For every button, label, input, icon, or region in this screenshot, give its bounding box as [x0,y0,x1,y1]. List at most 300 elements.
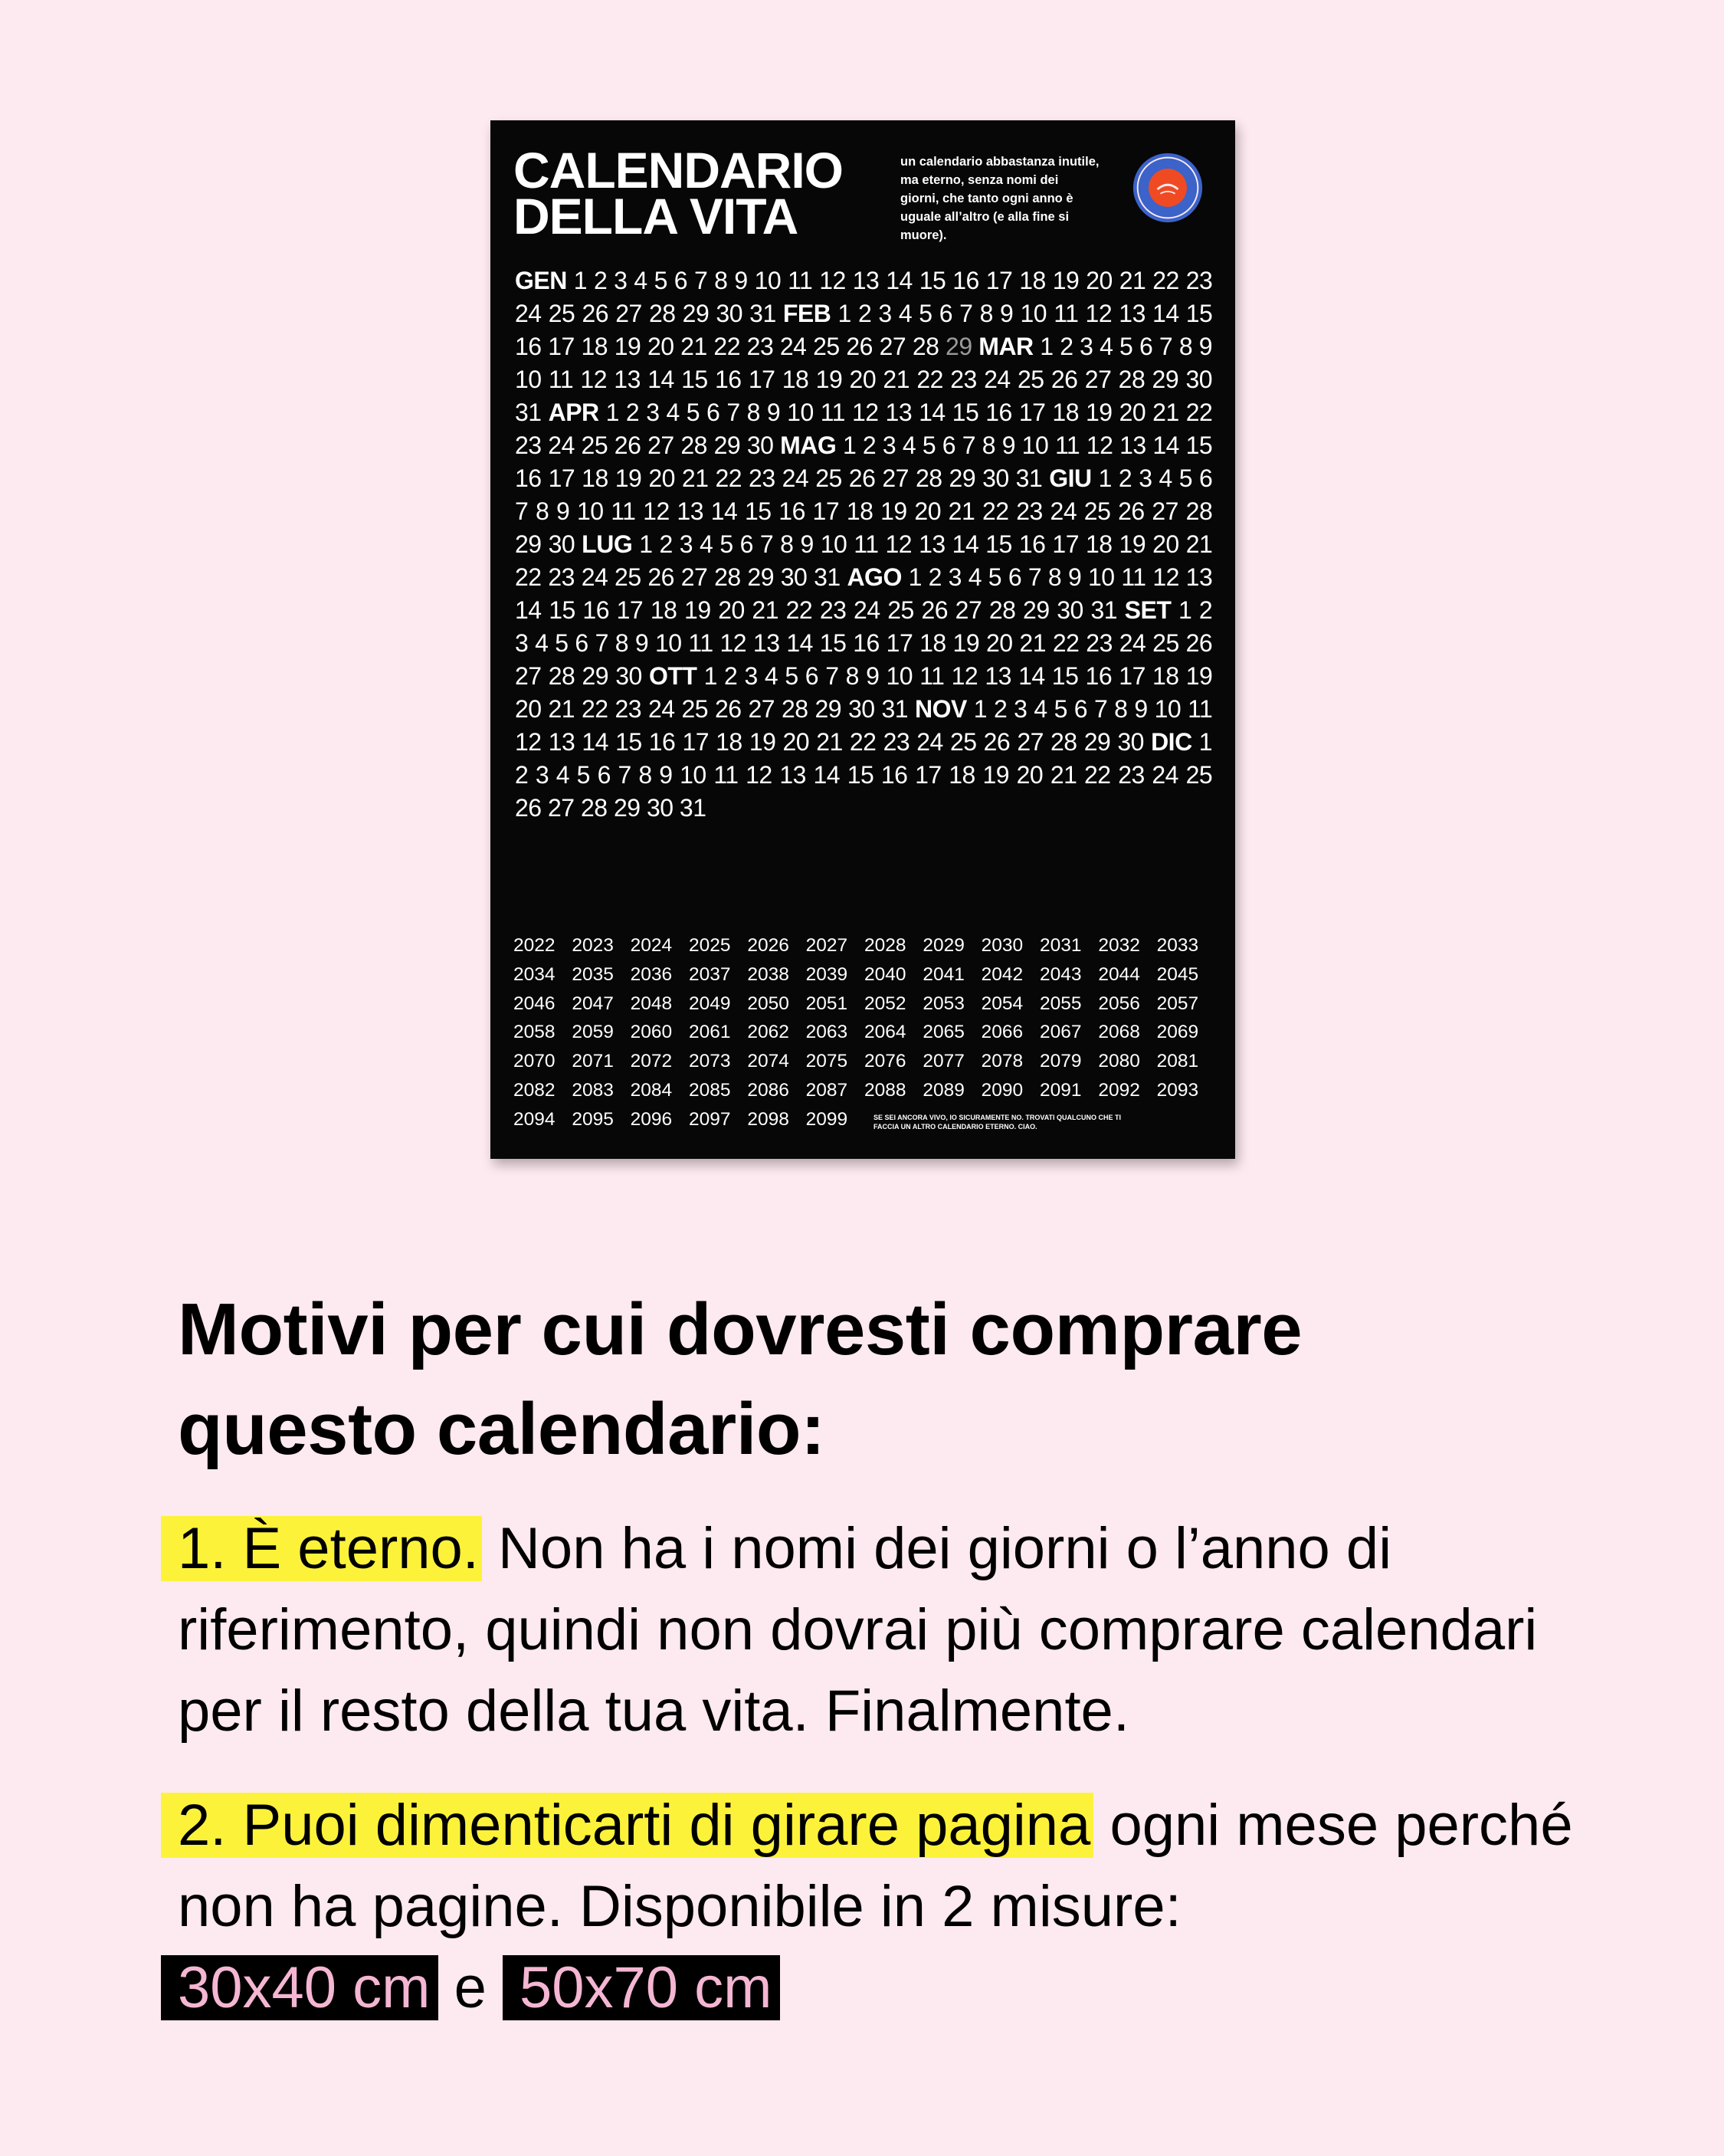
day-number: 16 [1018,530,1046,558]
day-number: 4 [1159,464,1172,492]
day-number: 17 [812,497,840,525]
year-cell: 2072 [630,1051,673,1072]
day-number: 20 [849,366,877,393]
day-number: 21 [1119,267,1146,294]
day-number: 8 [638,761,652,789]
day-number: 2 [1118,464,1132,492]
year-cell: 2069 [1156,1022,1199,1043]
day-number: 2 [593,267,608,294]
day-number: 5 [785,662,798,690]
day-number: 19 [880,497,907,525]
day-number: 22 [1152,267,1179,294]
day-number: 12 [580,366,607,393]
headline-line2: questo calendario: [178,1388,825,1470]
month-label: APR [548,399,599,426]
day-number: 13 [1119,432,1146,459]
day-number: 7 [959,300,973,327]
year-cell: 2075 [805,1051,848,1072]
day-number: 1 [639,530,653,558]
day-number: 20 [648,464,675,492]
day-number: 29 [949,464,976,492]
day-number: 1 [1098,464,1112,492]
poster-title-line1: CALENDARIO [513,142,843,199]
day-number: 14 [647,366,674,393]
day-number: 1 [1198,728,1213,756]
day-number: 3 [646,399,660,426]
day-number: 29 [682,300,710,327]
day-number: 25 [1152,629,1179,657]
day-number: 18 [716,728,742,756]
day-number: 22 [849,728,877,756]
reason-2-text: ogni mese perché non ha pagine. Disponibile in 2 misure: [178,1793,1573,1939]
day-number: 1 [703,662,717,690]
year-cell: 2051 [805,993,848,1014]
year-cell: 2067 [1040,1022,1082,1043]
year-cell: 2095 [572,1108,614,1130]
day-number: 10 [654,629,682,657]
day-number: 19 [684,596,711,624]
month-label: OTT [648,662,697,690]
day-number: 21 [816,728,843,756]
day-number: 5 [922,432,936,459]
day-number: 2 [993,695,1008,723]
day-number: 7 [515,497,529,525]
month-label: GIU [1049,464,1092,492]
day-number: 31 [881,695,909,723]
year-cell: 2037 [689,963,731,985]
day-number: 29 [1152,366,1179,393]
day-number: 30 [746,432,774,459]
day-number: 7 [759,530,774,558]
day-number: 3 [1139,464,1152,492]
year-cell: 2090 [981,1079,1024,1101]
day-number: 15 [1185,432,1213,459]
day-number: 10 [1154,695,1182,723]
reason-2-highlight: 2. Puoi dimenticarti di girare pagina [161,1793,1093,1858]
day-number: 13 [1185,563,1213,591]
day-number: 4 [666,399,680,426]
day-number: 28 [782,695,808,723]
day-number: 10 [820,530,847,558]
sticker-badge-icon [1131,151,1205,225]
day-number: 31 [679,794,706,822]
day-number: 6 [942,432,956,459]
day-number: 4 [535,629,549,657]
day-number: 18 [581,333,608,360]
day-number: 12 [515,728,542,756]
year-cell: 2064 [864,1022,906,1043]
day-number: 23 [515,432,542,459]
year-cell: 2094 [513,1108,556,1130]
day-number: 26 [647,563,674,591]
day-number: 5 [1054,695,1067,723]
day-number: 27 [1017,728,1044,756]
year-cell: 2091 [1040,1079,1082,1101]
day-number: 20 [718,596,745,624]
day-number: 12 [851,399,879,426]
day-number: 23 [883,728,910,756]
day-number: 8 [1114,695,1128,723]
day-number: 14 [1152,300,1179,327]
day-number: 19 [815,366,843,393]
day-number: 7 [618,761,631,789]
year-cell: 2056 [1098,993,1140,1014]
day-number: 5 [576,761,590,789]
year-cell: 2078 [981,1051,1024,1072]
year-cell: 2076 [864,1051,906,1072]
year-cell: 2023 [572,935,614,956]
day-number: 8 [746,399,760,426]
day-number: 24 [1119,629,1146,657]
day-number: 8 [615,629,628,657]
day-number: 10 [515,366,542,393]
day-number: 18 [919,629,946,657]
day-number: 8 [979,300,993,327]
day-number: 16 [778,497,805,525]
day-number: 11 [788,267,813,294]
day-number: 20 [647,333,674,360]
day-number: 14 [919,399,946,426]
day-number: 7 [1159,333,1173,360]
day-number: 21 [1185,530,1213,558]
day-number: 9 [1001,432,1015,459]
day-number: 24 [648,695,675,723]
calendar-days [515,264,1212,825]
day-number: 27 [680,563,708,591]
day-number: 15 [819,629,847,657]
month-label: FEB [782,300,831,327]
day-number: 7 [962,432,976,459]
day-number: 31 [749,300,776,327]
day-number: 2 [1060,333,1073,360]
day-number: 3 [744,662,758,690]
day-number: 11 [1188,695,1213,723]
day-number: 11 [919,662,945,690]
day-number: 14 [582,728,608,756]
day-number: 19 [615,464,642,492]
day-number: 30 [982,464,1009,492]
day-number: 10 [886,662,913,690]
year-cell: 2025 [689,935,731,956]
day-number: 23 [548,563,575,591]
headline-line1: Motivi per cui dovresti comprare [178,1288,1303,1370]
day-number: 21 [680,333,707,360]
day-number: 12 [1085,300,1113,327]
day-number: 4 [1034,695,1047,723]
day-number: 14 [515,596,542,624]
day-number: 25 [581,432,608,459]
day-number: 16 [515,333,542,360]
day-number: 5 [1119,333,1133,360]
year-cell: 2040 [864,963,906,985]
day-number: 13 [752,629,780,657]
day-number: 26 [582,300,609,327]
day-number: 6 [575,629,588,657]
day-number: 8 [535,497,549,525]
day-number: 26 [614,432,641,459]
day-number: 11 [1054,432,1080,459]
day-number: 1 [605,399,619,426]
day-number: 13 [614,366,641,393]
day-number: 13 [852,267,880,294]
day-number: 2 [724,662,738,690]
size-option-small: 30x40 cm [161,1955,438,2020]
day-number: 15 [985,530,1012,558]
day-number: 4 [556,761,570,789]
day-number: 6 [674,267,688,294]
year-cell: 2048 [630,993,673,1014]
calendar-poster [490,120,1235,1159]
day-number: 19 [1119,530,1146,558]
day-number: 19 [749,728,776,756]
day-number: 24 [854,596,880,624]
day-number: 17 [1119,662,1146,690]
day-number: 29 [1083,728,1111,756]
day-number: 16 [648,728,676,756]
day-number: 17 [548,333,575,360]
day-number: 28 [680,432,707,459]
year-cell: 2073 [689,1051,731,1072]
year-cell: 2061 [689,1022,731,1043]
day-number: 13 [919,530,946,558]
day-number: 21 [948,497,975,525]
day-number: 11 [548,366,574,393]
reason-2 [178,1785,1634,2029]
day-number: 3 [515,629,529,657]
day-number: 14 [786,629,813,657]
day-number: 8 [982,432,996,459]
day-number: 7 [1028,563,1042,591]
day-number: 9 [634,629,649,657]
day-number: 13 [677,497,704,525]
year-cell: 2035 [572,963,614,985]
month-label: LUG [582,530,633,558]
day-number: 8 [1047,563,1062,591]
month-label: MAR [978,333,1034,360]
day-number: 31 [515,399,542,426]
day-number: 11 [611,497,636,525]
day-number: 27 [615,300,642,327]
poster-title-line2: DELLA VITA [513,188,798,244]
day-number: 19 [1085,399,1113,426]
day-number: 9 [866,662,880,690]
day-number: 29 [515,530,542,558]
reason-1-text: Non ha i nomi dei giorni o l’anno di riferimento, quindi non dovrai più comprare calendari per il resto della tua vita. Finalmente. [178,1516,1538,1744]
day-number: 27 [1152,497,1178,525]
day-number: 15 [952,399,979,426]
year-cell: 2087 [805,1079,848,1101]
day-number: 17 [616,596,644,624]
day-number: 25 [1017,366,1044,393]
day-number: 23 [950,366,977,393]
day-number: 21 [883,366,910,393]
day-number: 30 [1057,596,1083,624]
day-number: 27 [882,464,909,492]
year-cell: 2070 [513,1051,556,1072]
day-number: 22 [713,333,740,360]
day-number: 26 [921,596,949,624]
day-number: 10 [1020,300,1047,327]
day-number: 21 [1019,629,1047,657]
day-number: 15 [919,267,946,294]
day-number: 9 [1000,300,1014,327]
day-number: 18 [650,596,677,624]
day-number: 21 [681,464,709,492]
day-number: 10 [787,399,814,426]
day-number: 23 [749,464,775,492]
day-number: 22 [1052,629,1080,657]
month-label: GEN [515,267,567,294]
day-number: 25 [1083,497,1111,525]
size-option-large: 50x70 cm [503,1955,780,2020]
day-number: 9 [1198,333,1213,360]
year-cell: 2047 [572,993,614,1014]
day-number: 3 [535,761,549,789]
day-number: 11 [820,399,845,426]
day-number: 9 [1067,563,1082,591]
day-number: 12 [1152,563,1179,591]
year-cell: 2074 [747,1051,789,1072]
day-number: 15 [615,728,642,756]
day-number: 20 [1152,530,1179,558]
year-cell: 2033 [1156,935,1199,956]
day-number: 12 [643,497,670,525]
day-number: 8 [1178,333,1193,360]
day-number: 6 [805,662,819,690]
day-number: 28 [714,563,741,591]
month-label: MAG [780,432,837,459]
year-cell: 2068 [1098,1022,1140,1043]
day-number: 21 [548,695,575,723]
day-number: 17 [548,464,575,492]
year-cell: 2026 [747,935,789,956]
day-number: 8 [845,662,859,690]
day-number: 17 [985,267,1013,294]
day-number: 2 [659,530,673,558]
day-number: 25 [887,596,914,624]
day-number: 3 [882,432,896,459]
day-number: 12 [1086,432,1113,459]
day-number: 11 [854,530,879,558]
day-number: 22 [515,563,542,591]
year-cell: 2036 [630,963,673,985]
day-number: 1 [573,267,588,294]
day-number: 27 [748,695,775,723]
day-number: 8 [714,267,728,294]
reason-1-highlight: 1. È eterno. [161,1516,482,1581]
day-number: 10 [1021,432,1049,459]
month-label: DIC [1151,728,1192,756]
day-number: 16 [515,464,542,492]
year-cell: 2029 [923,935,965,956]
day-number: 5 [654,267,667,294]
year-cell: 2050 [747,993,789,1014]
day-number: 10 [576,497,604,525]
day-number: 17 [886,629,913,657]
day-number: 1 [1040,333,1054,360]
day-number: 26 [1118,497,1145,525]
year-cell: 2071 [572,1051,614,1072]
day-number: 9 [556,497,570,525]
day-number: 6 [597,761,611,789]
day-number: 9 [766,399,781,426]
day-number: 5 [919,300,932,327]
day-number: 7 [726,399,740,426]
day-number: 11 [1054,300,1079,327]
year-cell: 2088 [864,1079,906,1101]
day-number: 11 [1121,563,1146,591]
day-number: 2 [857,300,872,327]
day-number: 29 [747,563,774,591]
year-cell: 2057 [1156,993,1199,1014]
year-cell: 2028 [864,935,906,956]
year-cell: 2059 [572,1022,614,1043]
day-number: 5 [988,563,1002,591]
day-number: 19 [952,629,980,657]
day-number: 15 [681,366,708,393]
day-number: 16 [1085,662,1113,690]
day-number: 2 [928,563,942,591]
year-cell: 2063 [805,1022,848,1043]
year-cell: 2044 [1098,963,1140,985]
day-number: 9 [1134,695,1148,723]
day-number: 25 [615,563,641,591]
day-number: 15 [1051,662,1079,690]
day-number: 1 [973,695,988,723]
day-number: 19 [982,761,1010,789]
day-number: 18 [582,464,608,492]
day-number: 13 [779,761,806,789]
day-number: 26 [983,728,1011,756]
day-number: 7 [595,629,608,657]
day-number: 26 [1050,366,1078,393]
day-number: 14 [886,267,913,294]
day-number: 16 [985,399,1012,426]
day-number: 7 [693,267,708,294]
year-cell: 2081 [1156,1051,1199,1072]
day-number: 6 [939,300,952,327]
day-number: 29 [1023,596,1050,624]
day-number: 30 [615,662,642,690]
day-number: 15 [744,497,772,525]
day-number: 14 [1018,662,1045,690]
year-cell: 2031 [1040,935,1082,956]
day-number: 24 [1050,497,1077,525]
day-number: 15 [1185,300,1213,327]
month-label: NOV [915,695,967,723]
day-number: 22 [715,464,742,492]
day-number: 14 [1152,432,1179,459]
day-number: 3 [1014,695,1028,723]
day-number: 12 [951,662,978,690]
year-cell: 2092 [1098,1079,1140,1101]
page-headline [178,1280,1302,1479]
day-number: 30 [1117,728,1144,756]
day-number: 30 [548,530,575,558]
year-cell: 2079 [1040,1051,1082,1072]
day-number: 1 [837,300,851,327]
day-number: 6 [1073,695,1088,723]
day-number: 28 [548,662,575,690]
day-number: 3 [1080,333,1093,360]
calendar-years [513,931,1215,1134]
day-number: 9 [734,267,748,294]
day-number: 4 [902,432,916,459]
day-number: 25 [548,300,575,327]
day-number: 22 [982,497,1009,525]
day-number: 25 [815,464,842,492]
day-number: 8 [780,530,794,558]
